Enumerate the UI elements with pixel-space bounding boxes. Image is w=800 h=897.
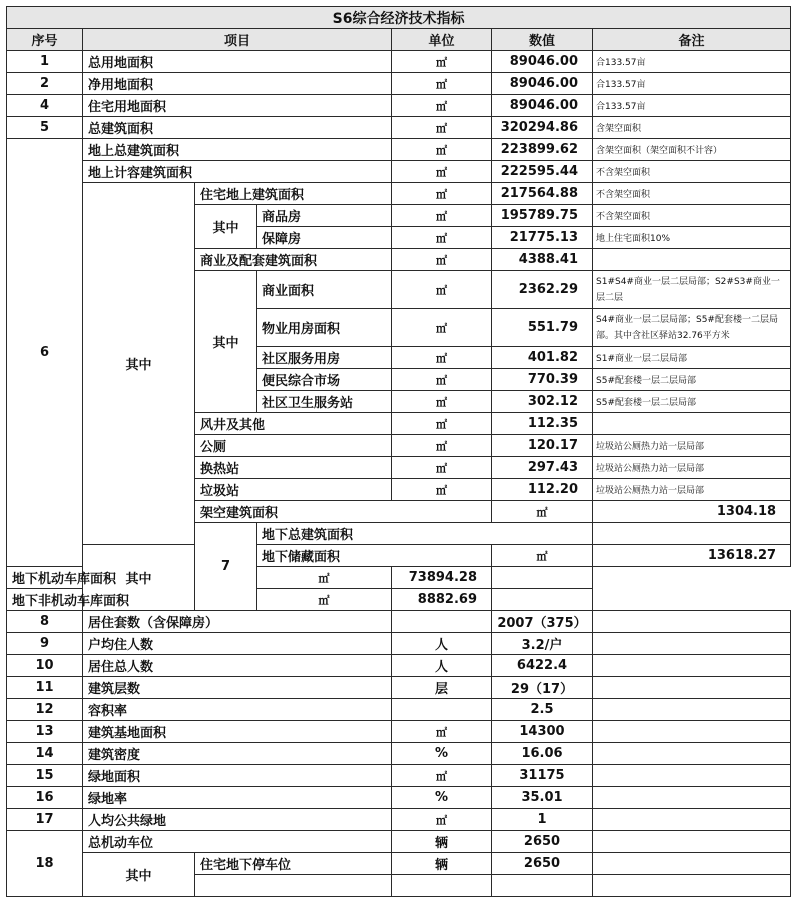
qizhong-label: 其中	[195, 205, 257, 249]
row-unit	[593, 523, 791, 545]
row-unit: 辆	[392, 853, 492, 875]
row-item: 总建筑面积	[83, 117, 392, 139]
row-no: 4	[7, 95, 83, 117]
row-unit: ㎡	[392, 391, 492, 413]
row-item: 商业及配套建筑面积	[195, 249, 392, 271]
row-item: 建筑层数	[83, 677, 392, 699]
row-unit: ㎡	[392, 161, 492, 183]
table-row	[7, 139, 791, 161]
row-unit: ㎡	[392, 765, 492, 787]
row-note: 垃圾站公厕热力站一层局部	[593, 479, 791, 501]
row-no: 15	[7, 765, 83, 787]
row-unit: ㎡	[492, 501, 593, 523]
row-value: 31175	[492, 765, 593, 787]
row-unit: ㎡	[392, 271, 492, 309]
table-row	[7, 633, 791, 655]
row-value: 302.12	[492, 391, 593, 413]
row-item: 地下总建筑面积	[257, 523, 593, 545]
row-item: 地下机动车库面积	[7, 567, 195, 589]
row-no: 11	[7, 677, 83, 699]
row-no: 5	[7, 117, 83, 139]
row-value: 770.39	[492, 369, 593, 391]
row-no: 1	[7, 51, 83, 73]
row-item: 架空建筑面积	[195, 501, 492, 523]
table-row	[7, 655, 791, 677]
row-item: 绿地面积	[83, 765, 392, 787]
row-value: 13618.27	[593, 545, 791, 567]
row-note	[593, 809, 791, 831]
table-row	[7, 809, 791, 831]
row-item: 社区卫生服务站	[257, 391, 392, 413]
row-unit: ㎡	[392, 457, 492, 479]
row-note: 垃圾站公厕热力站一层局部	[593, 435, 791, 457]
row-value	[492, 875, 593, 897]
table-row	[7, 765, 791, 787]
row-unit: ㎡	[392, 435, 492, 457]
qizhong-label: 其中	[83, 545, 195, 611]
row-note	[593, 875, 791, 897]
indicator-table	[6, 6, 791, 897]
header-note: 备注	[593, 29, 791, 51]
row-value: 112.20	[492, 479, 593, 501]
table-row	[7, 787, 791, 809]
row-no: 6	[7, 139, 83, 567]
row-item: 保障房	[257, 227, 392, 249]
row-value: 2.5	[492, 699, 593, 721]
row-value: 89046.00	[492, 95, 593, 117]
row-item: 容积率	[83, 699, 392, 721]
row-item: 便民综合市场	[257, 369, 392, 391]
row-value: 35.01	[492, 787, 593, 809]
row-unit: ㎡	[492, 545, 593, 567]
row-note	[593, 721, 791, 743]
row-item: 风井及其他	[195, 413, 392, 435]
row-note	[593, 677, 791, 699]
row-no: 13	[7, 721, 83, 743]
row-unit	[392, 875, 492, 897]
row-note	[593, 743, 791, 765]
table-row	[7, 95, 791, 117]
table-row	[7, 611, 791, 633]
table-row	[7, 51, 791, 73]
row-unit: ㎡	[392, 249, 492, 271]
row-item: 物业用房面积	[257, 309, 392, 347]
row-item: 户均住人数	[83, 633, 392, 655]
row-note: 合133.57亩	[593, 51, 791, 73]
row-unit: 层	[392, 677, 492, 699]
row-value: 222595.44	[492, 161, 593, 183]
row-unit: ㎡	[392, 117, 492, 139]
header-row	[7, 29, 791, 51]
row-unit: ㎡	[392, 809, 492, 831]
row-unit: ㎡	[392, 95, 492, 117]
row-value: 120.17	[492, 435, 593, 457]
row-value: 401.82	[492, 347, 593, 369]
table-row	[7, 677, 791, 699]
row-note	[593, 699, 791, 721]
row-note: S4#商业一层二层局部；S5#配套楼一二层局部。其中含社区驿站32.76平方米	[593, 309, 791, 347]
row-value: 217564.88	[492, 183, 593, 205]
row-note: 合133.57亩	[593, 73, 791, 95]
row-note: 含架空面积（架空面积不计容）	[593, 139, 791, 161]
row-note: 不含架空面积	[593, 161, 791, 183]
header-item: 项目	[83, 29, 392, 51]
row-note	[593, 249, 791, 271]
row-unit: 辆	[392, 831, 492, 853]
row-unit: ㎡	[392, 369, 492, 391]
row-no: 17	[7, 809, 83, 831]
row-value: 2007（375）	[492, 611, 593, 633]
row-note	[593, 853, 791, 875]
row-item: 地上总建筑面积	[83, 139, 392, 161]
qizhong-label: 其中	[83, 853, 195, 897]
table-row	[7, 183, 791, 205]
row-item: 住宅地下停车位	[195, 853, 392, 875]
table-title: S6综合经济技术指标	[7, 7, 791, 29]
row-value: 16.06	[492, 743, 593, 765]
row-note: 地上住宅面积10%	[593, 227, 791, 249]
table-row	[7, 567, 791, 589]
row-note	[593, 655, 791, 677]
row-unit: ㎡	[392, 139, 492, 161]
row-value: 6422.4	[492, 655, 593, 677]
row-item: 地下储藏面积	[257, 545, 492, 567]
row-unit	[392, 699, 492, 721]
row-item: 净用地面积	[83, 73, 392, 95]
row-unit: ㎡	[392, 479, 492, 501]
table-row	[7, 117, 791, 139]
row-value: 195789.75	[492, 205, 593, 227]
row-value: 1304.18	[593, 501, 791, 523]
table-row	[7, 831, 791, 853]
qizhong-label: 其中	[83, 183, 195, 545]
table-row	[7, 721, 791, 743]
row-note: S5#配套楼一层二层局部	[593, 369, 791, 391]
row-value: 223899.62	[492, 139, 593, 161]
table-row	[7, 545, 791, 567]
row-no: 12	[7, 699, 83, 721]
row-item: 绿地率	[83, 787, 392, 809]
row-note: 不含架空面积	[593, 205, 791, 227]
row-item: 地下非机动车库面积	[7, 589, 195, 611]
row-no: 18	[7, 831, 83, 897]
row-item: 地上计容建筑面积	[83, 161, 392, 183]
row-unit: 人	[392, 633, 492, 655]
row-value: 112.35	[492, 413, 593, 435]
row-unit: ㎡	[257, 589, 392, 611]
table-row	[7, 73, 791, 95]
row-value: 551.79	[492, 309, 593, 347]
row-note	[593, 633, 791, 655]
row-item: 总用地面积	[83, 51, 392, 73]
row-unit: ㎡	[392, 309, 492, 347]
row-unit: ㎡	[392, 51, 492, 73]
row-unit: ㎡	[392, 413, 492, 435]
row-value: 73894.28	[392, 567, 492, 589]
row-unit: ㎡	[392, 227, 492, 249]
row-unit: %	[392, 787, 492, 809]
row-note: 合133.57亩	[593, 95, 791, 117]
header-value: 数值	[492, 29, 593, 51]
row-item: 社区服务用房	[257, 347, 392, 369]
row-item: 居住套数（含保障房）	[83, 611, 392, 633]
row-value: 4388.41	[492, 249, 593, 271]
row-note	[593, 611, 791, 633]
row-item: 商业面积	[257, 271, 392, 309]
row-note: 含架空面积	[593, 117, 791, 139]
header-unit: 单位	[392, 29, 492, 51]
row-item: 人均公共绿地	[83, 809, 392, 831]
row-value: 2650	[492, 853, 593, 875]
row-no: 16	[7, 787, 83, 809]
row-unit: ㎡	[392, 347, 492, 369]
row-note: S5#配套楼一层二层局部	[593, 391, 791, 413]
row-item: 换热站	[195, 457, 392, 479]
row-item: 公厕	[195, 435, 392, 457]
row-note: S1#S4#商业一层二层局部；S2#S3#商业一层二层	[593, 271, 791, 309]
row-no: 2	[7, 73, 83, 95]
row-value: 14300	[492, 721, 593, 743]
row-unit: ㎡	[392, 205, 492, 227]
row-unit: ㎡	[392, 73, 492, 95]
row-no: 10	[7, 655, 83, 677]
row-no: 14	[7, 743, 83, 765]
table-row	[7, 853, 791, 875]
row-note	[492, 567, 593, 589]
row-unit: ㎡	[257, 567, 392, 589]
row-item: 建筑基地面积	[83, 721, 392, 743]
row-note	[593, 831, 791, 853]
table-row	[7, 699, 791, 721]
row-no: 8	[7, 611, 83, 633]
row-item: 住宅地上建筑面积	[195, 183, 392, 205]
row-note	[593, 787, 791, 809]
row-item: 居住总人数	[83, 655, 392, 677]
row-value: 1	[492, 809, 593, 831]
row-no: 9	[7, 633, 83, 655]
row-item: 建筑密度	[83, 743, 392, 765]
row-unit: %	[392, 743, 492, 765]
row-value: 320294.86	[492, 117, 593, 139]
qizhong-label: 其中	[195, 271, 257, 413]
row-value: 89046.00	[492, 73, 593, 95]
row-note	[492, 589, 593, 611]
row-item: 总机动车位	[83, 831, 392, 853]
row-note	[593, 765, 791, 787]
row-value: 21775.13	[492, 227, 593, 249]
row-value: 3.2/户	[492, 633, 593, 655]
row-note: 不含架空面积	[593, 183, 791, 205]
row-note: 垃圾站公厕热力站一层局部	[593, 457, 791, 479]
row-no: 7	[195, 523, 257, 611]
row-item: 商品房	[257, 205, 392, 227]
row-value: 297.43	[492, 457, 593, 479]
row-value: 2362.29	[492, 271, 593, 309]
row-item: 住宅用地面积	[83, 95, 392, 117]
row-value: 29（17）	[492, 677, 593, 699]
row-value: 89046.00	[492, 51, 593, 73]
table-row	[7, 743, 791, 765]
row-unit: ㎡	[392, 721, 492, 743]
row-value: 2650	[492, 831, 593, 853]
row-unit: ㎡	[392, 183, 492, 205]
table-row	[7, 589, 791, 611]
row-item	[195, 875, 392, 897]
row-item: 垃圾站	[195, 479, 392, 501]
table-row	[7, 161, 791, 183]
header-no: 序号	[7, 29, 83, 51]
row-value: 8882.69	[392, 589, 492, 611]
row-unit	[392, 611, 492, 633]
row-unit: 人	[392, 655, 492, 677]
row-note	[593, 413, 791, 435]
row-note: S1#商业一层二层局部	[593, 347, 791, 369]
